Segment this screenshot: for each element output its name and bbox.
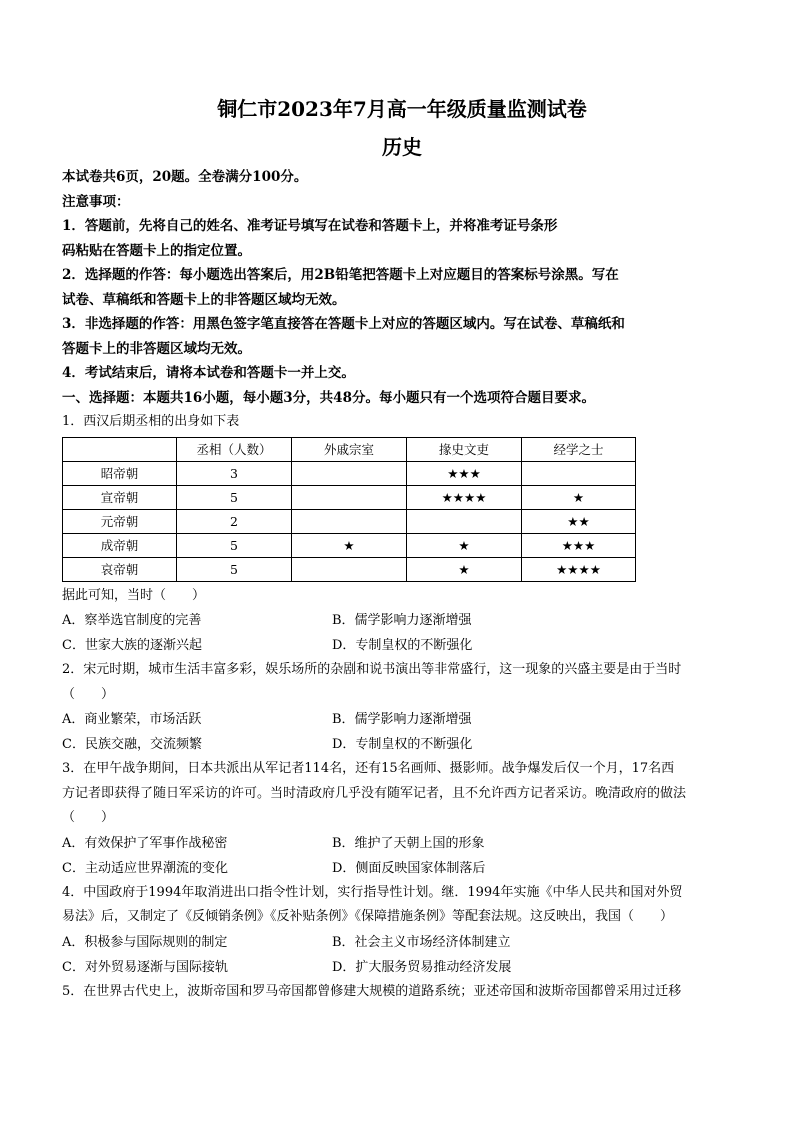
table-cell: 5 <box>177 485 292 509</box>
option-d: D．专制皇权的不断强化 <box>332 638 473 653</box>
exam-page <box>62 95 742 1004</box>
table-cell: 2 <box>177 509 292 533</box>
table-cell: ★★ <box>522 509 636 533</box>
q1-table <box>62 437 636 582</box>
option-d: D．扩大服务贸易推动经济发展 <box>332 959 512 975</box>
q2-options-row <box>62 707 742 732</box>
exam-title: 铜仁市2023年7月高一年级质量监测试卷 <box>217 97 587 121</box>
table-cell: ★★★ <box>407 461 522 485</box>
table-cell: ★ <box>407 533 522 557</box>
option-b: B．维护了天朝上国的形象 <box>332 835 485 851</box>
q3-stem-line: 3．在甲午战争期间，日本共派出从军记者114名，还有15名画师、摄影师。战争爆发后仅一个月，17名西 <box>62 761 675 776</box>
exam-summary: 本试卷共6页，20题。全卷满分100分。 <box>62 169 308 185</box>
table-cell: 哀帝朝 <box>63 557 177 581</box>
q1-options-row <box>62 633 742 658</box>
option-c: C．对外贸易逐渐与国际接轨 <box>62 959 228 975</box>
table-cell <box>407 509 522 533</box>
q5-stem: 5．在世界古代史上，波斯帝国和罗马帝国都曾修建大规模的道路系统；亚述帝国和波斯帝国都曾采用过迁移 <box>62 983 682 999</box>
option-d: D．侧面反映国家体制落后 <box>332 860 486 876</box>
q3-stem-line: 方记者即获得了随日军采访的许可。当时清政府几乎没有随军记者，且不允许西方记者采访。晚清政府的做法 <box>62 785 687 801</box>
table-header-cell: 外戚宗室 <box>292 437 407 461</box>
q4-options-row <box>62 955 742 980</box>
q4-stem-line: 4．中国政府于1994年取消进出口指令性计划，实行指导性计划。继．1994年实施《中华人民共和国对外贸 <box>62 884 683 900</box>
note-line: 3．非选择题的作答：用黑色签字笔直接答在答题卡上对应的答题区域内。写在试卷、草稿纸和 <box>62 316 625 332</box>
table-row <box>63 509 636 533</box>
q1-prompt: 据此可知，当时（ ） <box>62 587 206 603</box>
q3-options-row <box>62 856 742 881</box>
q1-stem: 1．西汉后期丞相的出身如下表 <box>62 414 240 429</box>
table-cell: ★★★★ <box>407 485 522 509</box>
q4-stem-line: 易法》后，又制定了《反倾销条例》《反补贴条例》《保障措施条例》等配套法规。这反映出，我国（ ） <box>62 909 674 924</box>
table-cell <box>522 461 636 485</box>
table-cell: 昭帝朝 <box>63 461 177 485</box>
note-line: 答题卡上的非答题区域均无效。 <box>62 340 251 357</box>
table-row <box>63 533 636 557</box>
table-cell: 宣帝朝 <box>63 485 177 509</box>
table-cell: ★ <box>522 485 636 509</box>
q4-options-row <box>62 930 742 955</box>
option-b: B．儒学影响力逐渐增强 <box>332 712 472 727</box>
table-row <box>63 557 636 581</box>
exam-subject: 历史 <box>382 135 422 159</box>
table-cell: ★ <box>292 533 407 557</box>
table-cell: 成帝朝 <box>63 533 177 557</box>
table-cell: ★★★ <box>522 533 636 557</box>
option-a: A．商业繁荣，市场活跃 <box>62 712 202 727</box>
table-cell <box>292 509 407 533</box>
option-b: B．社会主义市场经济体制建立 <box>332 934 511 950</box>
q2-options-row <box>62 732 742 757</box>
table-cell <box>292 557 407 581</box>
table-cell: ★ <box>407 557 522 581</box>
notice-title: 注意事项： <box>62 193 130 210</box>
table-cell <box>292 461 407 485</box>
table-row <box>63 461 636 485</box>
section-heading: 一、选择题：本题共16小题，每小题3分，共48分。每小题只有一个选项符合题目要求。 <box>62 389 595 406</box>
table-cell <box>292 485 407 509</box>
table-cell: 元帝朝 <box>63 509 177 533</box>
option-b: B．儒学影响力逐渐增强 <box>332 613 472 628</box>
option-c: C．民族交融，交流频繁 <box>62 737 202 752</box>
table-header-cell: 掾史文吏 <box>407 437 522 461</box>
table-cell: ★★★★ <box>522 557 636 581</box>
q1-options-row <box>62 608 742 633</box>
option-c: C．主动适应世界潮流的变化 <box>62 860 228 876</box>
note-line: 码粘贴在答题卡上的指定位置。 <box>62 242 251 259</box>
q3-stem-line: （ ） <box>62 810 115 825</box>
table-row <box>63 485 636 509</box>
note-line: 1．答题前，先将自己的姓名、准考证号填写在试卷和答题卡上，并将准考证号条形 <box>62 218 558 234</box>
option-a: A．察举选官制度的完善 <box>62 613 202 628</box>
note-line: 试卷、草稿纸和答题卡上的非答题区域均无效。 <box>62 291 346 308</box>
note-line: 4．考试结束后，请将本试卷和答题卡一并上交。 <box>62 365 355 381</box>
q2-stem: 2．宋元时期，城市生活丰富多彩，娱乐场所的杂剧和说书演出等非常盛行，这一现象的兴盛主要是由于当时 <box>62 662 682 677</box>
q2-stem-tail: （ ） <box>62 686 115 702</box>
note-line: 2．选择题的作答：每小题选出答案后，用2B铅笔把答题卡上对应题目的答案标号涂黑。写在 <box>62 267 619 283</box>
table-cell: 5 <box>177 557 292 581</box>
table-header-cell: 丞相（人数） <box>177 437 292 461</box>
option-c: C．世家大族的逐渐兴起 <box>62 638 202 653</box>
table-cell: 3 <box>177 461 292 485</box>
q3-options-row <box>62 831 742 856</box>
table-header-row <box>63 437 636 461</box>
table-header-cell <box>63 437 177 461</box>
option-a: A．有效保护了军事作战秘密 <box>62 835 228 851</box>
table-header-cell: 经学之士 <box>522 437 636 461</box>
option-d: D．专制皇权的不断强化 <box>332 737 473 752</box>
option-a: A．积极参与国际规则的制定 <box>62 934 228 950</box>
table-cell: 5 <box>177 533 292 557</box>
